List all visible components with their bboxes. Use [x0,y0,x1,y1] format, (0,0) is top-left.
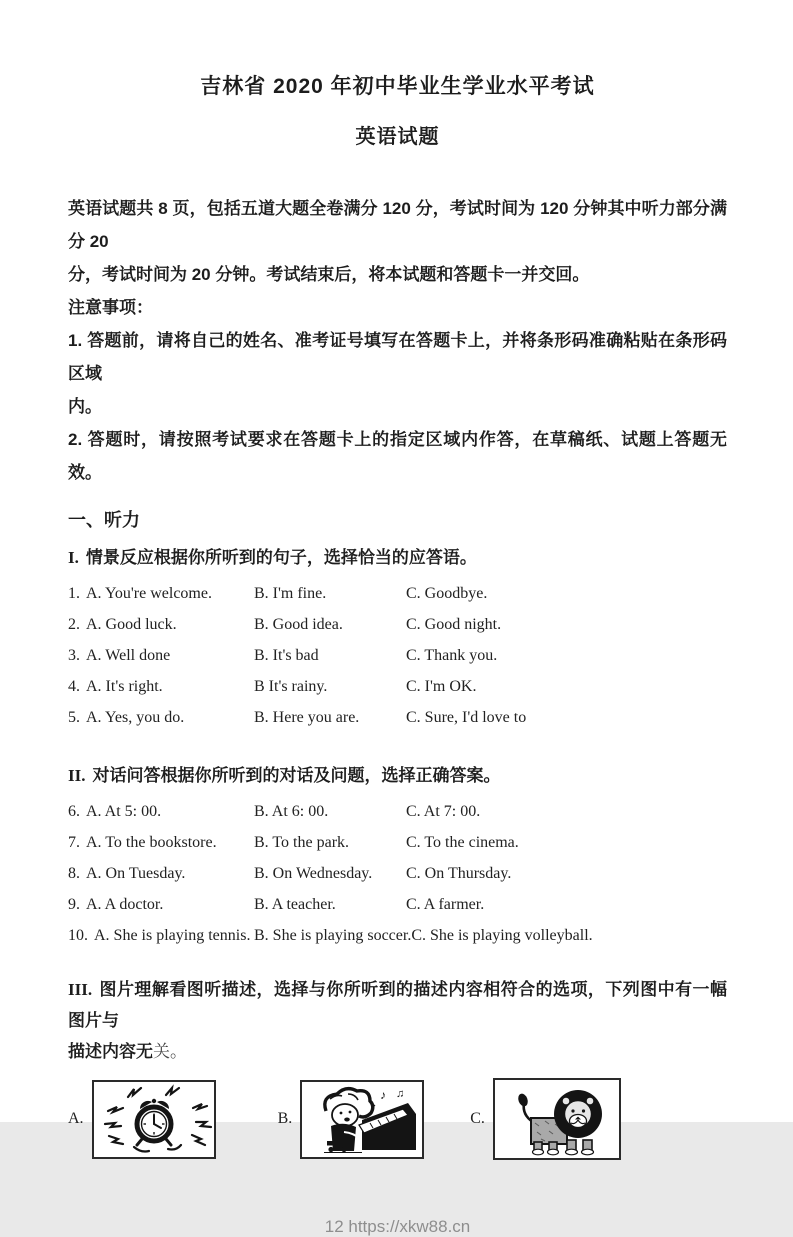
option-a-text: A. On Tuesday. [86,865,186,882]
option-c-text: C. To the cinema. [406,834,519,851]
footer-watermark: 12 https://xkw88.cn [324,1217,471,1236]
option-b-text: B. On Wednesday. [254,865,373,882]
picture-a-frame [92,1080,216,1159]
ringing-alarm-clock-icon [96,1084,212,1155]
picture-option-c [470,1078,621,1160]
question-number: 2. [68,616,80,633]
part3-instruction-bold: 描述内容无 [68,1042,153,1061]
question-number: 8. [68,865,80,882]
notice-item-1-cont: 内。 [68,397,102,416]
option-a-text: A. She is playing tennis. [94,927,251,944]
option-c-text: C. On Thursday. [406,865,512,882]
notice-heading: 注意事项： [68,298,153,317]
question-option-a-cell [68,647,254,664]
question-row [68,647,727,664]
picture-option-b [278,1080,425,1159]
option-b-text: B. She is playing soccer. [254,927,412,944]
option-a-text: A. It's right. [86,678,163,695]
question-row [68,709,727,726]
question-number: 10. [68,927,88,944]
notice-item-2: 2. 答题时，请按照考试要求在答题卡上的指定区域内作答，在草稿纸、试题上答题无效。 [68,430,727,482]
question-number: 6. [68,803,80,820]
part1-question-list [68,585,727,726]
part1-label: I. [68,548,79,567]
lion-icon [497,1082,617,1156]
option-b-text: B. Good idea. [254,616,343,633]
section-heading-listening: 一、听力 [68,510,140,530]
question-option-a-cell [68,803,254,820]
part2-instruction: 对话问答根据你所听到的对话及问题，选择正确答案。 [92,766,501,785]
question-option-a-cell [68,927,254,944]
part2-question-list [68,803,727,944]
picture-a-label: A. [68,1110,84,1127]
option-b-text: B. To the park. [254,834,350,851]
question-row [68,896,727,913]
option-c-text: C. At 7: 00. [406,803,481,820]
question-row [68,865,727,882]
picture-c-frame [493,1078,621,1160]
question-option-a-cell [68,896,254,913]
question-row [68,803,727,820]
part3-instruction-line2 [68,1036,727,1067]
option-a-text: A. Good luck. [86,616,177,633]
question-row [68,834,727,851]
question-option-a-cell [68,834,254,851]
option-b-text: B. It's bad [254,647,319,664]
notice-item-1: 1. 答题前，请将自己的姓名、准考证号填写在答题卡上，并将条形码准确粘贴在条形码区域 [68,331,727,383]
question-option-a-cell [68,616,254,633]
instruction-line: 分，考试时间为 20 分钟。考试结束后，将本试题和答题卡一并交回。 [68,265,590,284]
part3-instruction-text: 图片理解看图听描述，选择与你所听到的描述内容相符合的选项，下列图中有一幅图片与 [68,980,727,1030]
question-number: 4. [68,678,80,695]
option-b-text: B. A teacher. [254,896,336,913]
picture-b-frame [300,1080,424,1159]
question-number: 9. [68,896,80,913]
question-row [68,927,727,944]
question-number: 3. [68,647,80,664]
exam-title: 吉林省 2020 年初中毕业生学业水平考试 [200,75,595,98]
part2-heading [68,763,727,789]
option-c-text: C. I'm OK. [406,678,477,695]
part1-instruction: 情景反应根据你所听到的句子，选择恰当的应答语。 [85,548,477,567]
option-a-text: A. At 5: 00. [86,803,162,820]
option-b-text: B It's rainy. [254,678,328,695]
option-a-text: A. You're welcome. [86,585,212,602]
question-option-a-cell [68,709,254,726]
exam-subject-title: 英语试题 [355,126,440,148]
picture-b-label: B. [277,1110,293,1127]
instruction-line: 英语试题共 8 页，包括五道大题全卷满分 120 分，考试时间为 120 分钟其中听力部分满分 20 [68,199,727,251]
option-b-text: B. At 6: 00. [254,803,329,820]
option-c-text: C. She is playing volleyball. [411,927,593,944]
picture-c-label: C. [470,1110,485,1127]
part3-instruction-line1 [68,974,727,1036]
option-a-text: A. Well done [86,647,171,664]
part3-label: III. [68,980,93,999]
question-row [68,585,727,602]
option-c-text: C. Sure, I'd love to [406,709,527,726]
option-a-text: A. A doctor. [86,896,164,913]
part3-heading [68,974,727,1067]
question-row [68,616,727,633]
option-c-text: C. A farmer. [406,896,485,913]
option-c-text: C. Goodbye. [406,585,488,602]
question-number: 1. [68,585,80,602]
music-note-icon: ♫ [396,1087,405,1100]
part3-instruction-light: 关。 [153,1042,187,1061]
question-row [68,678,727,695]
part1-heading [68,545,727,571]
option-b-text: B. Here you are. [254,709,360,726]
question-option-a-cell [68,585,254,602]
music-note-icon: ♪ [380,1087,387,1102]
part2-label: II. [68,766,86,785]
option-b-text: B. I'm fine. [254,585,327,602]
question-option-a-cell [68,865,254,882]
option-a-text: A. Yes, you do. [86,709,185,726]
option-a-text: A. To the bookstore. [86,834,217,851]
boy-playing-piano-icon [304,1084,420,1155]
picture-options [68,1078,727,1160]
option-c-text: C. Good night. [406,616,502,633]
question-number: 5. [68,709,80,726]
option-c-text: C. Thank you. [406,647,498,664]
question-option-a-cell [68,678,254,695]
question-number: 7. [68,834,80,851]
exam-instructions [68,192,727,489]
picture-option-a [68,1080,216,1159]
